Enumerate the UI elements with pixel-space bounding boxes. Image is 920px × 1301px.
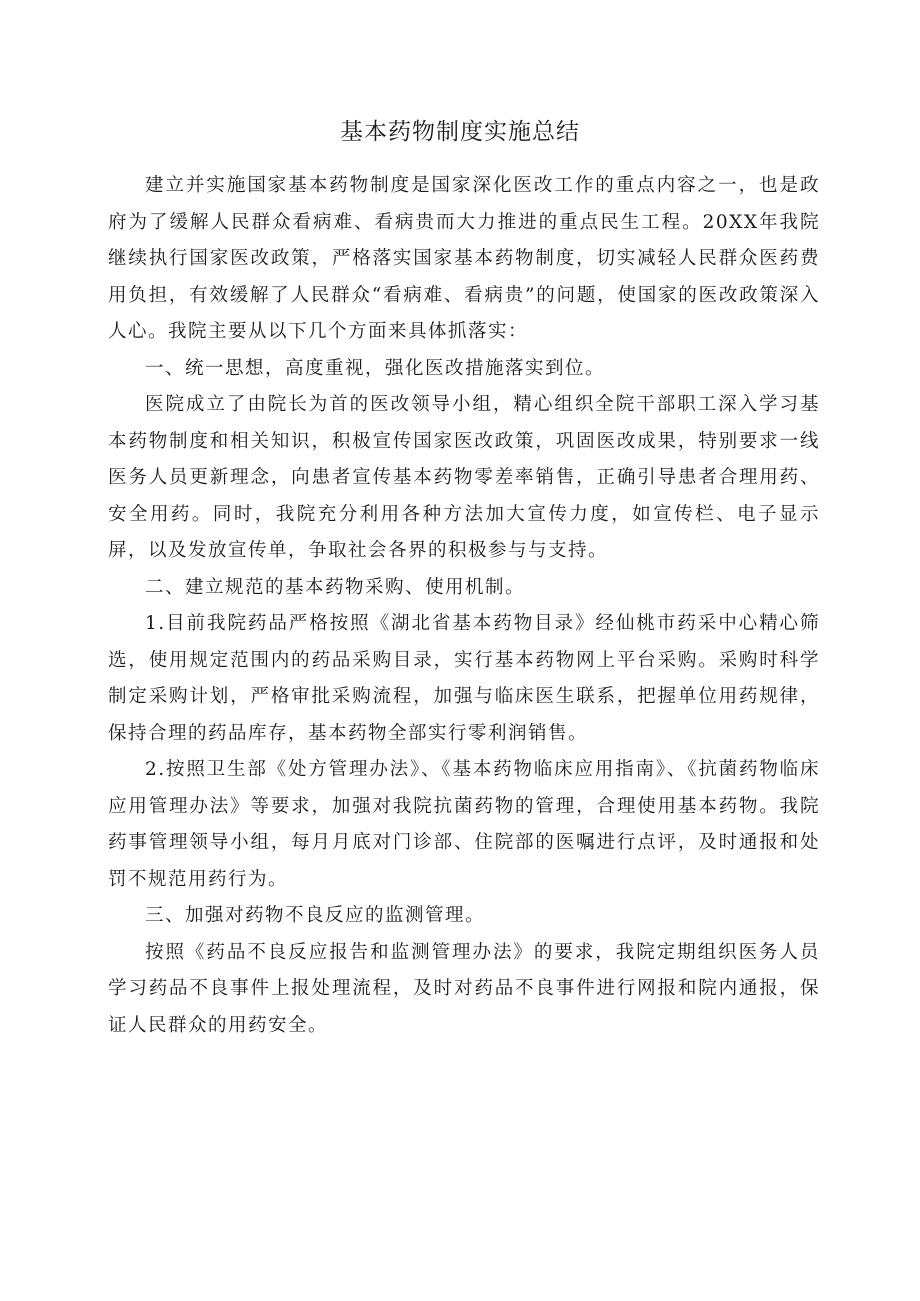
- section-2-item-1: 1.目前我院药品严格按照《湖北省基本药物目录》经仙桃市药采中心精心筛选，使用规定范围内的药品采购目录，实行基本药物网上平台采购。采购时科学制定采购计划，严格审批采购流程，加强与临床医生联系，把握单位用药规律，保持合理的药品库存，基本药物全部实行零利润销售。: [108, 613, 820, 744]
- section-3-paragraph: 按照《药品不良反应报告和监测管理办法》的要求，我院定期组织医务人员学习药品不良事件上报处理流程，及时对药品不良事件进行网报和院内通报，保证人民群众的用药安全。: [108, 941, 820, 1036]
- intro-paragraph: 建立并实施国家基本药物制度是国家深化医改工作的重点内容之一，也是政府为了缓解人民群众看病难、看病贵而大力推进的重点民生工程。20XX年我院继续执行国家医改政策，严格落实国家基本药物制度，切实减轻人民群众医药费用负担，有效缓解了人民群众“看病难、看病贵”的问题，使国家的医改政策深入人心。我院主要从以下几个方面来具体抓落实：: [108, 175, 820, 342]
- section-heading-2: 二、建立规范的基本药物采购、使用机制。: [145, 576, 526, 598]
- section-heading-1: 一、统一思想，高度重视，强化医改措施落实到位。: [145, 357, 606, 379]
- section-2-item-2: 2.按照卫生部《处方管理办法》、《基本药物临床应用指南》、《抗菌药物临床应用管理办法》等要求，加强对我院抗菌药物的管理，合理使用基本药物。我院药事管理领导小组，每月月底对门诊部、住院部的医嘱进行点评，及时通报和处罚不规范用药行为。: [108, 759, 820, 890]
- document-body: [108, 168, 820, 1044]
- document-title: 基本药物制度实施总结: [340, 119, 580, 145]
- section-1-paragraph: 医院成立了由院长为首的医改领导小组，精心组织全院干部职工深入学习基本药物制度和相关知识，积极宣传国家医改政策，巩固医改成果，特别要求一线医务人员更新理念，向患者宣传基本药物零差率销售，正确引导患者合理用药、安全用药。同时，我院充分利用各种方法加大宣传力度，如宣传栏、电子显示屏，以及发放宣传单，争取社会各界的积极参与与支持。: [108, 394, 820, 561]
- section-heading-3: 三、加强对药物不良反应的监测管理。: [145, 905, 486, 926]
